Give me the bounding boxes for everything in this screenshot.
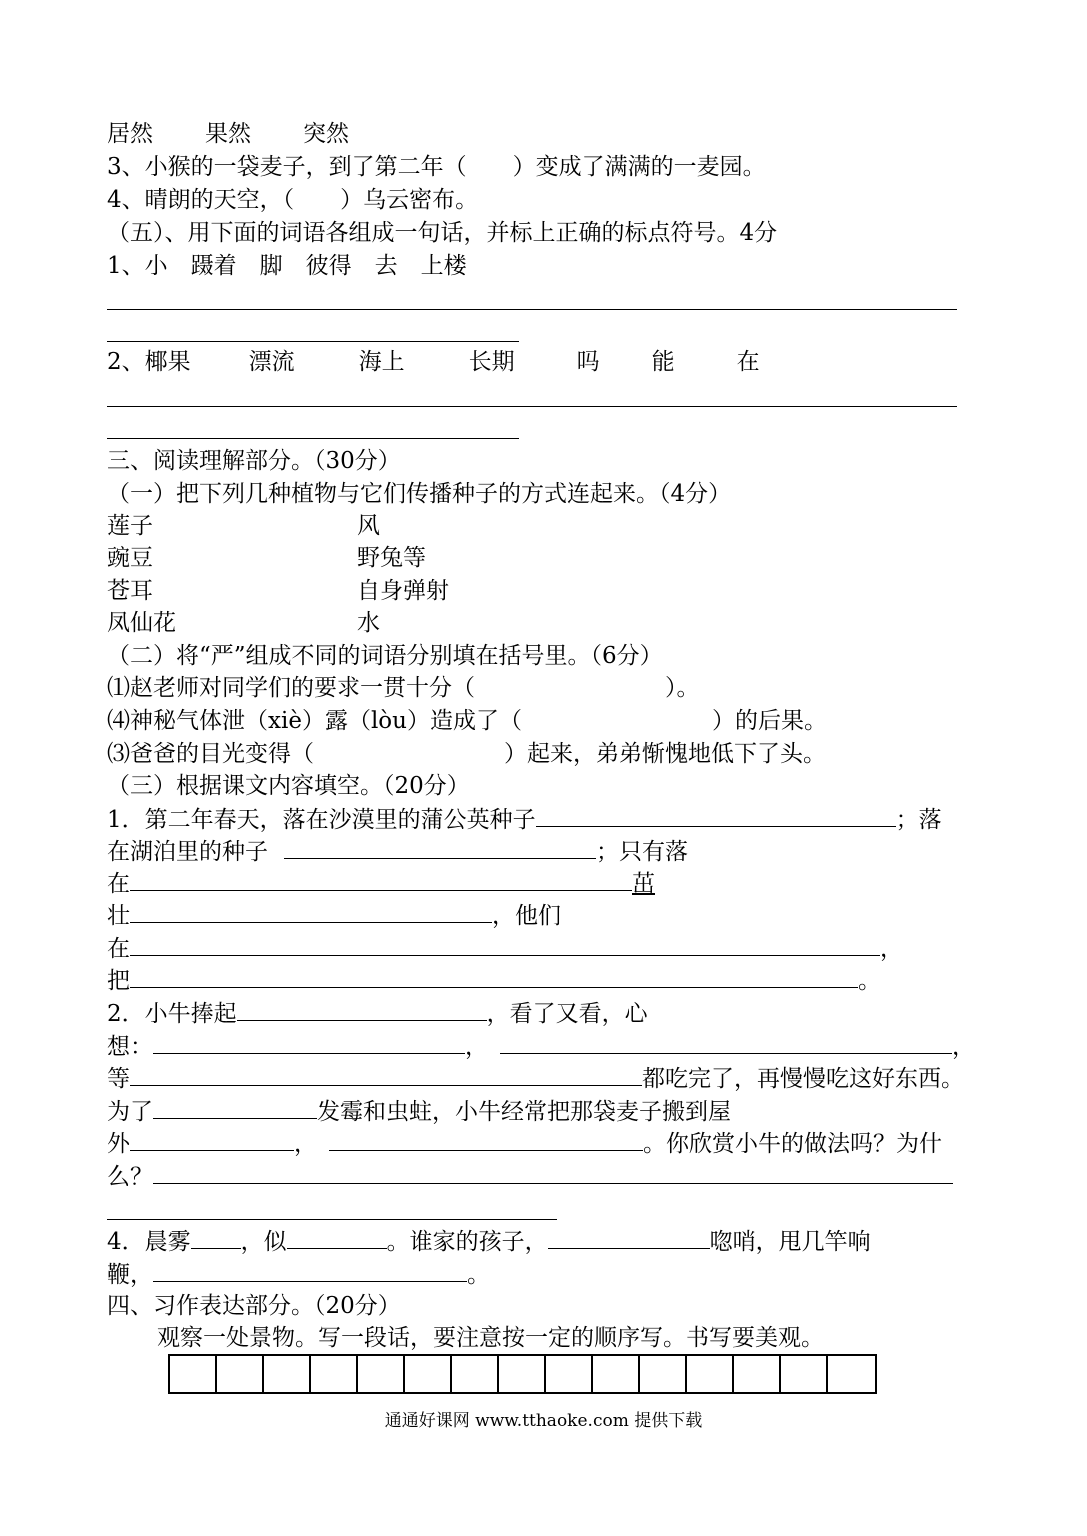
fill-line: 么？ (107, 1161, 953, 1192)
fill-line: 在湖泊里的种子 ；只有落 (107, 836, 688, 867)
answer-line[interactable] (107, 406, 957, 407)
fill-line: 外 ， 。你欣赏小牛的做法吗？为什 (107, 1128, 942, 1159)
blank[interactable] (130, 965, 858, 988)
grid-cell[interactable] (640, 1356, 687, 1392)
fill-line: 想： ， ， (107, 1031, 975, 1062)
grid-cell[interactable] (452, 1356, 499, 1392)
method-item[interactable]: 风 (357, 513, 380, 539)
blank[interactable] (500, 1031, 952, 1054)
blank[interactable] (130, 1063, 642, 1086)
blank[interactable] (191, 1226, 241, 1249)
fill-line: 等 都吃完了，再慢慢吃这好东西。 (107, 1063, 964, 1094)
grid-cell[interactable] (217, 1356, 264, 1392)
grid-cell[interactable] (734, 1356, 781, 1392)
part2-q1: ⑴赵老师对同学们的要求一贯十分（ ）。 (107, 675, 700, 701)
answer-line[interactable] (107, 438, 519, 439)
blank[interactable] (153, 1161, 953, 1184)
plant-item[interactable]: 苍耳 (107, 578, 153, 604)
grid-cell[interactable] (499, 1356, 546, 1392)
question-3: 3、小猴的一袋麦子，到了第二年（ ）变成了满满的一麦园。 (107, 154, 766, 180)
fill-line: 把 。 (107, 965, 881, 996)
word-option: 居然 (107, 121, 153, 147)
blank[interactable] (329, 1128, 643, 1151)
word-options (107, 119, 349, 149)
grid-cell[interactable] (170, 1356, 217, 1392)
blank[interactable] (548, 1226, 710, 1249)
fill-line: 在 茁 (107, 868, 655, 899)
writing-instruction: 观察一处景物。写一段话，要注意按一定的顺序写。书写要美观。 (157, 1325, 824, 1351)
fill-line: 在 ， (107, 933, 903, 964)
blank[interactable] (153, 1096, 317, 1119)
writing-grid[interactable] (168, 1354, 877, 1394)
grid-cell[interactable] (311, 1356, 358, 1392)
fill-line: 为了 发霉和虫蛀，小牛经常把那袋麦子搬到屋 (107, 1096, 731, 1127)
plant-item[interactable]: 凤仙花 (107, 610, 176, 636)
grid-cell[interactable] (358, 1356, 405, 1392)
grid-cell[interactable] (828, 1356, 875, 1392)
grid-cell[interactable] (264, 1356, 311, 1392)
blank[interactable] (237, 998, 487, 1021)
blank[interactable] (536, 804, 896, 827)
grid-cell[interactable] (546, 1356, 593, 1392)
part1-title: （一）把下列几种植物与它们传播种子的方式连起来。（4分） (107, 481, 732, 507)
blank[interactable] (130, 868, 632, 891)
section-3-title: 三、阅读理解部分。（30分） (107, 448, 401, 474)
blank[interactable] (287, 1226, 387, 1249)
footer-credit: 通通好课网 www.tthaoke.com 提供下载 (384, 1411, 703, 1431)
answer-line[interactable] (107, 341, 519, 342)
blank[interactable] (130, 900, 492, 923)
sentence-2-words: 2、椰果 漂流 海上 长期 吗 能 在 (107, 349, 760, 375)
question-4: 4、晴朗的天空，（ ）乌云密布。 (107, 187, 479, 213)
answer-line[interactable] (107, 1219, 557, 1220)
part2-q3: ⑶爸爸的目光变得（ ）起来，弟弟惭愧地低下了头。 (107, 741, 826, 767)
method-item[interactable]: 水 (357, 610, 380, 636)
blank[interactable] (130, 1128, 294, 1151)
word-option: 果然 (205, 121, 251, 147)
grid-cell[interactable] (687, 1356, 734, 1392)
blank[interactable] (153, 1259, 467, 1282)
grid-cell[interactable] (405, 1356, 452, 1392)
fill-line: 鞭， 。 (107, 1259, 490, 1290)
fill-line: 4．晨雾 ，似 。谁家的孩子， 唿哨，甩几竿响 (107, 1226, 871, 1257)
grid-cell[interactable] (593, 1356, 640, 1392)
part5-title: （五）、用下面的词语各组成一句话，并标上正确的标点符号。4分 (107, 220, 778, 246)
word-option: 突然 (303, 121, 349, 147)
answer-line[interactable] (107, 309, 957, 310)
fill-line: 1．第二年春天，落在沙漠里的蒲公英种子 ；落 (107, 804, 942, 835)
part2-q2: ⑷神秘气体泄（xiè）露（lòu）造成了（ ）的后果。 (107, 708, 827, 734)
method-item[interactable]: 野兔等 (357, 545, 426, 571)
fill-line: 2．小牛捧起 ，看了又看，心 (107, 998, 648, 1029)
blank[interactable] (284, 836, 596, 859)
sentence-1-words: 1、小 蹑着 脚 彼得 去 上楼 (107, 253, 467, 279)
plant-item[interactable]: 豌豆 (107, 545, 153, 571)
blank[interactable] (130, 933, 880, 956)
part3-title: （三）根据课文内容填空。（20分） (107, 773, 470, 799)
blank[interactable] (153, 1031, 465, 1054)
section-4-title: 四、习作表达部分。（20分） (107, 1293, 401, 1319)
method-item[interactable]: 自身弹射 (357, 578, 449, 604)
grid-cell[interactable] (781, 1356, 828, 1392)
fill-line: 壮 ，他们 (107, 900, 561, 931)
part2-title: （二）将“严”组成不同的词语分别填在括号里。（6分） (107, 643, 663, 669)
plant-item[interactable]: 莲子 (107, 513, 153, 539)
